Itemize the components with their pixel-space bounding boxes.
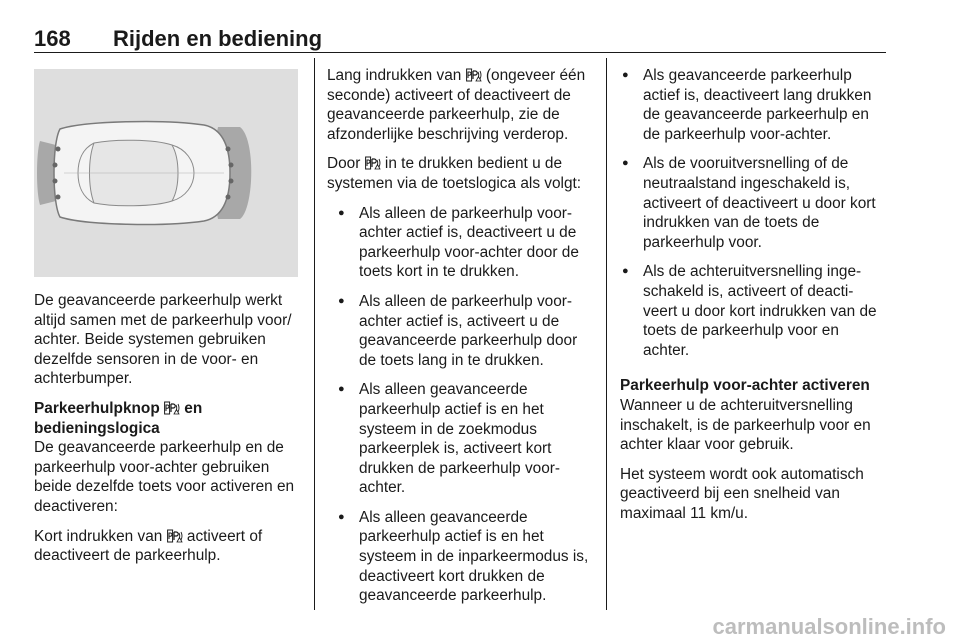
body-paragraph-reverse-gear: Wanneer u de achteruitversnelling inschakelt, is de parkeerhulp voor en achter klaar voor gebruik. <box>620 396 871 454</box>
car-sensor-illustration <box>34 69 298 277</box>
list-item: ● Als de achteruitversnelling inge- schakeld is, activeert of deacti- veert u door kort indrukken van de toets de parkeerhulp voor en achter. <box>620 262 888 360</box>
body-paragraph-2: Kort indrukken van activeert of deactiveert de parkeerhulp. <box>34 527 263 565</box>
watermark: carmanualsonline.info <box>712 614 946 639</box>
section-heading-activate: Parkeerhulp voor-achter activeren <box>620 377 870 395</box>
list-item: ● Als alleen geavanceerde parkeerhulp actief is en het systeem in de zoekmodus parkeerplek is, activeert kort drukken de parkeerhulp voor-achter. <box>336 380 595 498</box>
parking-assist-icon <box>167 529 183 543</box>
section-heading-button-logic: Parkeerhulpknop en bedieningslogica <box>34 399 203 437</box>
bullet-list-right <box>620 66 888 360</box>
column-right <box>620 66 888 533</box>
parking-sensors-figure <box>34 69 298 277</box>
column-middle <box>327 66 595 616</box>
page-number: 168 <box>34 26 71 51</box>
list-item: ● Als alleen de parkeerhulp voor-achter actief is, activeert u de geavanceerde parkeerhulp door de toets lang in te drukken. <box>336 292 595 370</box>
bullet-list-middle <box>336 204 595 606</box>
parking-assist-icon <box>164 401 180 415</box>
intro-paragraph: De geavanceerde parkeerhulp werkt altijd samen met de parkeerhulp voor/ achter. Beide systemen gebruiken dezelfde sensoren in de voor- en achterbumper. <box>34 292 292 388</box>
list-item: ● Als alleen geavanceerde parkeerhulp actief is en het systeem in de inparkeermodus is, deactiveert kort drukken de geavanceerde parkeerhulp. <box>336 508 595 606</box>
column-divider-2 <box>606 58 607 610</box>
paragraph-button-logic: Door in te drukken bedient u de systemen via de toetslogica als volgt: <box>327 155 582 192</box>
column-left <box>34 291 302 576</box>
body-paragraph-auto-activate: Het systeem wordt ook automatisch geactiveerd bij een snelheid van maximaal 11 km/u. <box>620 465 864 522</box>
page-header <box>34 26 886 53</box>
paragraph-long-press: Lang indrukken van (ongeveer één seconde) activeert of deactiveert de geavanceerde parkeerhulp, zie de afzonderlijke beschrijving verderop. <box>327 67 586 143</box>
page-title: Rijden en bediening <box>113 26 323 51</box>
parking-assist-icon <box>365 156 381 170</box>
list-item: ● Als alleen de parkeerhulp voor-achter actief is, deactiveert u de parkeerhulp voor-achter door de toets kort in te drukken. <box>336 204 595 282</box>
parking-assist-icon <box>466 68 482 82</box>
column-divider-1 <box>314 58 315 610</box>
body-paragraph-1: De geavanceerde parkeerhulp en de parkeerhulp voor-achter gebruiken beide dezelfde toets voor activeren en deactiveren: <box>34 439 295 515</box>
list-item: ● Als de vooruitversnelling of de neutraalstand ingeschakeld is, activeert of deactiveert u door kort indrukken van de toets de parkeerhulp voor. <box>620 154 888 252</box>
list-item: ● Als geavanceerde parkeerhulp actief is, deactiveert lang drukken de geavanceerde parkeerhulp en de parkeerhulp voor-achter. <box>620 66 888 144</box>
